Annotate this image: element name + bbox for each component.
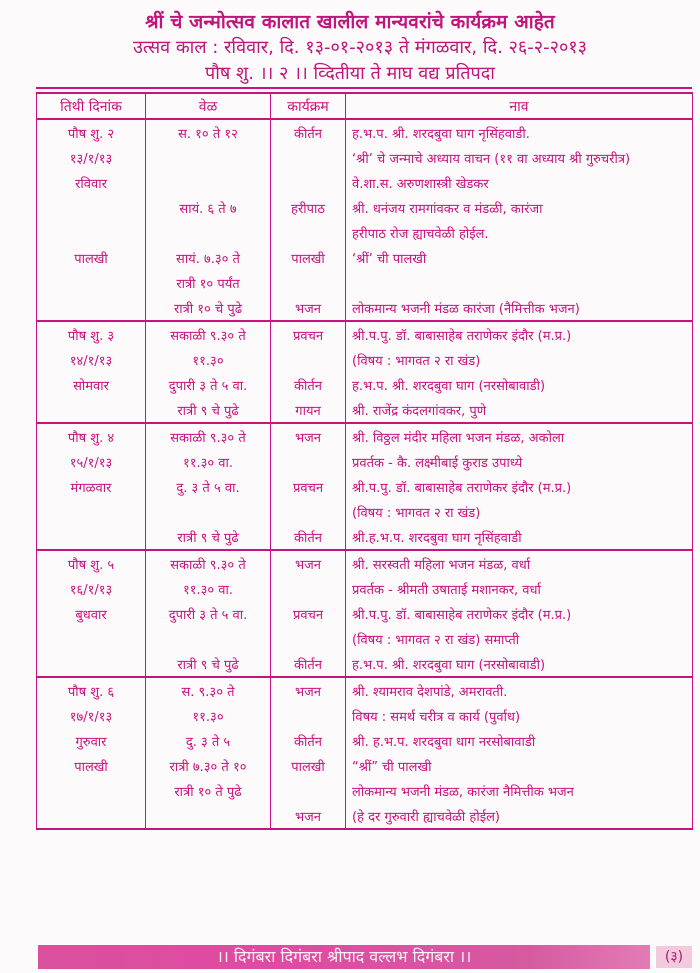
time-cell: सायं. ६ ते ७: [146, 195, 271, 220]
tithi-date-cell: [37, 651, 146, 677]
name-cell: श्री. राजेंद्र कंदलगांवकर, पुणे: [346, 397, 693, 423]
program-cell: [271, 220, 346, 245]
time-cell: रात्री ९ चे पुढे: [146, 397, 271, 423]
name-cell: श्री.ह.भ.प. शरदबुवा घाग नृसिंहवाडी: [346, 524, 693, 550]
tithi-date-cell: पौष शु. २: [37, 119, 146, 145]
name-cell: ‘श्रीं’ ची पालखी: [346, 245, 693, 270]
time-cell: [146, 803, 271, 829]
tithi-date-cell: [37, 397, 146, 423]
program-cell: पालखी: [271, 245, 346, 270]
tithi-date-cell: पौष शु. ३: [37, 321, 146, 347]
table-row: [37, 245, 693, 270]
table-row: [37, 372, 693, 397]
name-cell: श्री.प.पु. डॉ. बाबासाहेब तराणेकर इंदौर (म.प्र.): [346, 601, 693, 626]
tithi-date-cell: [37, 524, 146, 550]
name-cell: (विषय : भागवत २ रा खंड) समाप्ती: [346, 626, 693, 651]
table-row: [37, 524, 693, 550]
time-cell: [146, 220, 271, 245]
program-cell: [271, 270, 346, 295]
table-row: [37, 270, 693, 295]
tithi-date-cell: [37, 195, 146, 220]
time-cell: स. १० ते १२: [146, 119, 271, 145]
program-cell: कीर्तन: [271, 372, 346, 397]
time-cell: रात्री ९ चे पुढे: [146, 651, 271, 677]
program-cell: [271, 576, 346, 601]
column-header-tithi-date: तिथी दिनांक: [37, 93, 146, 119]
name-cell: प्रवर्तक - कै. लक्ष्मीबाई कुराड उपाध्ये: [346, 449, 693, 474]
time-cell: सकाळी ९.३० ते: [146, 321, 271, 347]
table-row: [37, 778, 693, 803]
table-row: [37, 576, 693, 601]
program-cell: प्रवचन: [271, 474, 346, 499]
table-row: [37, 220, 693, 245]
table-row: [37, 728, 693, 753]
tithi-date-cell: १३/१/१३: [37, 145, 146, 170]
program-cell: [271, 626, 346, 651]
program-cell: प्रवचन: [271, 321, 346, 347]
program-cell: कीर्तन: [271, 119, 346, 145]
column-header-program: कार्यक्रम: [271, 93, 346, 119]
name-cell: (हे दर गुरुवारी ह्याचवेळी होईल): [346, 803, 693, 829]
name-cell: ह.भ.प. श्री. शरदबुवा घाग (नरसोबावाडी): [346, 372, 693, 397]
name-cell: श्री. श्यामराव देशपांडे, अमरावती.: [346, 677, 693, 703]
program-cell: भजन: [271, 423, 346, 449]
time-cell: ११.३०: [146, 703, 271, 728]
program-cell: कीर्तन: [271, 524, 346, 550]
page-title: श्रीं चे जन्मोत्सव कालात खालील मान्यवरांचे कार्यक्रम आहेत: [145, 11, 555, 33]
tithi-date-cell: [37, 803, 146, 829]
name-cell: श्री. सरस्वती महिला भजन मंडळ, वर्धा: [346, 550, 693, 576]
name-cell: लोकमान्य भजनी मंडळ, कारंजा नैमित्तीक भजन: [346, 778, 693, 803]
program-cell: [271, 499, 346, 524]
name-cell: श्री. धनंजय रामगांवकर व मंडळी, कारंजा: [346, 195, 693, 220]
table-row: [37, 397, 693, 423]
name-cell: [346, 270, 693, 295]
program-cell: [271, 145, 346, 170]
tithi-date-cell: १५/१/१३: [37, 449, 146, 474]
time-cell: रात्री १० चे पुढे: [146, 295, 271, 321]
name-cell: श्री.प.पु. डॉ. बाबासाहेब तराणेकर इंदौर (म.प्र.): [346, 321, 693, 347]
time-cell: ११.३० वा.: [146, 449, 271, 474]
time-cell: दुपारी ३ ते ५ वा.: [146, 372, 271, 397]
program-cell: हरीपाठ: [271, 195, 346, 220]
program-cell: गायन: [271, 397, 346, 423]
program-cell: [271, 347, 346, 372]
name-cell: “श्रीं” ची पालखी: [346, 753, 693, 778]
time-cell: रात्री ९ चे पुढे: [146, 524, 271, 550]
time-cell: रात्री १० ते पुढे: [146, 778, 271, 803]
program-cell: [271, 703, 346, 728]
time-cell: सकाळी ९.३० ते: [146, 423, 271, 449]
table-row: [37, 626, 693, 651]
table-row: [37, 474, 693, 499]
table-row: [37, 601, 693, 626]
tithi-date-cell: पौष शु. ५: [37, 550, 146, 576]
schedule-body: [37, 119, 693, 829]
table-row: [37, 753, 693, 778]
tithi-date-cell: [37, 778, 146, 803]
table-row: [37, 550, 693, 576]
tithi-date-cell: गुरुवार: [37, 728, 146, 753]
program-cell: [271, 449, 346, 474]
table-row: [37, 449, 693, 474]
time-cell: [146, 170, 271, 195]
time-cell: दु. ३ ते ५ वा.: [146, 474, 271, 499]
table-row: [37, 347, 693, 372]
column-header-time: वेळ: [146, 93, 271, 119]
table-row: [37, 321, 693, 347]
tithi-date-cell: पौष शु. ६: [37, 677, 146, 703]
time-cell: दुपारी ३ ते ५ वा.: [146, 601, 271, 626]
program-cell: भजन: [271, 550, 346, 576]
time-cell: स. ९.३० ते: [146, 677, 271, 703]
page-number: (३): [656, 946, 692, 968]
schedule-table: [36, 92, 693, 830]
table-row: [37, 803, 693, 829]
table-row: [37, 195, 693, 220]
table-row: [37, 423, 693, 449]
table-row: [37, 499, 693, 524]
tithi-date-cell: पालखी: [37, 245, 146, 270]
program-cell: कीर्तन: [271, 651, 346, 677]
program-cell: पालखी: [271, 753, 346, 778]
program-cell: भजन: [271, 803, 346, 829]
tithi-date-cell: [37, 295, 146, 321]
time-cell: सकाळी ९.३० ते: [146, 550, 271, 576]
tithi-date-cell: रविवार: [37, 170, 146, 195]
header-divider: [36, 87, 692, 89]
time-cell: ११.३० वा.: [146, 576, 271, 601]
table-row: [37, 677, 693, 703]
name-cell: प्रवर्तक - श्रीमती उषाताई मशानकर, वर्धा: [346, 576, 693, 601]
name-cell: श्री. ह.भ.प. शरदबुवा धाग नरसोबावाडी: [346, 728, 693, 753]
name-cell: (विषय : भागवत २ रा खंड): [346, 347, 693, 372]
table-row: [37, 703, 693, 728]
name-cell: ह.भ.प. श्री. शरदबुवा घाग नृसिंहवाडी.: [346, 119, 693, 145]
tithi-date-cell: [37, 220, 146, 245]
program-cell: कीर्तन: [271, 728, 346, 753]
time-cell: सायं. ७.३० ते: [146, 245, 271, 270]
program-cell: भजन: [271, 295, 346, 321]
name-cell: (विषय : भागवत २ रा खंड): [346, 499, 693, 524]
table-header-row: [37, 93, 693, 119]
program-cell: प्रवचन: [271, 601, 346, 626]
time-cell: दु. ३ ते ५: [146, 728, 271, 753]
footer-banner: ।। दिगंबरा दिगंबरा श्रीपाद वल्लभ दिगंबरा ।।: [38, 945, 650, 969]
program-cell: [271, 170, 346, 195]
time-cell: रात्री ७.३० ते १०: [146, 753, 271, 778]
time-cell: [146, 626, 271, 651]
column-header-name: नाव: [346, 93, 693, 119]
festival-period: उत्सव काल : रविवार, दि. १३-०१-२०१३ ते मंगळवार, दि. २६-२-२०१३: [132, 37, 588, 58]
table-row: [37, 295, 693, 321]
tithi-date-cell: पौष शु. ४: [37, 423, 146, 449]
tithi-date-cell: [37, 499, 146, 524]
tithi-date-cell: १७/१/१३: [37, 703, 146, 728]
tithi-date-cell: [37, 626, 146, 651]
table-row: [37, 170, 693, 195]
tithi-range: पौष शु. ।। २ ।। व्दितीया ते माघ वद्य प्रतिपदा: [205, 63, 495, 84]
tithi-date-cell: १४/१/१३: [37, 347, 146, 372]
program-cell: [271, 778, 346, 803]
name-cell: श्री.प.पु. डॉ. बाबासाहेब तराणेकर इंदौर (म.प्र.): [346, 474, 693, 499]
time-cell: ११.३०: [146, 347, 271, 372]
table-row: [37, 119, 693, 145]
name-cell: ‘श्री’ चे जन्माचे अध्याय वाचन (११ वा अध्याय श्री गुरुचरीत्र): [346, 145, 693, 170]
time-cell: [146, 499, 271, 524]
name-cell: श्री. विठ्ठल मंदीर महिला भजन मंडळ, अकोला: [346, 423, 693, 449]
table-row: [37, 651, 693, 677]
tithi-date-cell: १६/१/१३: [37, 576, 146, 601]
name-cell: हरीपाठ रोज ह्याचवेळी होईल.: [346, 220, 693, 245]
tithi-date-cell: मंगळवार: [37, 474, 146, 499]
name-cell: वे.शा.स. अरुणशास्त्री खेडकर: [346, 170, 693, 195]
tithi-date-cell: बुधवार: [37, 601, 146, 626]
name-cell: ह.भ.प. श्री. शरदबुवा घाग (नरसोबावाडी): [346, 651, 693, 677]
time-cell: रात्री १० पर्यंत: [146, 270, 271, 295]
name-cell: विषय : समर्थ चरीत्र व कार्य (पुर्वाध): [346, 703, 693, 728]
tithi-date-cell: पालखी: [37, 753, 146, 778]
program-cell: भजन: [271, 677, 346, 703]
tithi-date-cell: सोमवार: [37, 372, 146, 397]
table-row: [37, 145, 693, 170]
tithi-date-cell: [37, 270, 146, 295]
time-cell: [146, 145, 271, 170]
name-cell: लोकमान्य भजनी मंडळ कारंजा (नैमित्तीक भजन): [346, 295, 693, 321]
